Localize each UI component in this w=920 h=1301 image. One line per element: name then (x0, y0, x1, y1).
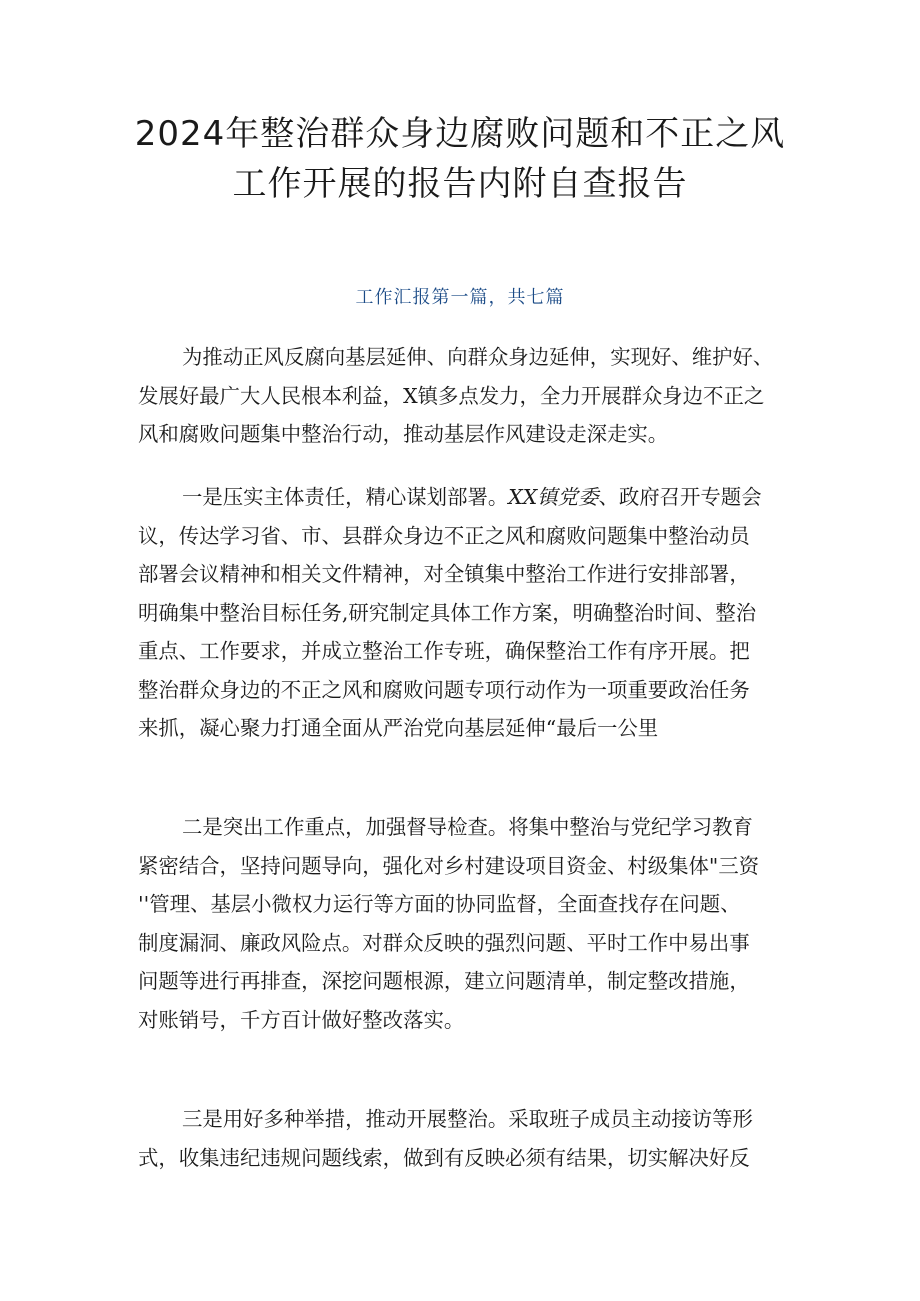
paragraph-point-1 (138, 478, 806, 748)
paragraph-line (138, 478, 806, 517)
paragraph-line: 问题等进行再排查，深挖问题根源，建立问题清单，制定整改措施， (138, 969, 750, 993)
paragraph-line: 对账销号，千方百计做好整改落实。 (138, 1007, 465, 1032)
document-subtitle: 工作汇报第一篇，共七篇 (355, 287, 565, 308)
paragraph-line: 二是突出工作重点，加强督导检查。将集中整治与党纪学习教育 (182, 815, 753, 839)
paragraph-point-3 (138, 1100, 806, 1177)
paragraph-line: 式，收集违纪违规问题线索，做到有反映必须有结果，切实解决好反 (138, 1145, 750, 1170)
paragraph-line: 紧密结合，坚持问题导向，强化对乡村建设项目资金、村级集体"三资 (138, 853, 760, 878)
paragraph-line: 风和腐败问题集中整治行动，推动基层作风建设走深走实。 (138, 422, 669, 446)
paragraph-line: 重点、工作要求，并成立整治工作专班，确保整治工作有序开展。把 (138, 639, 750, 663)
paragraph-line: 部署会议精神和相关文件精神，对全镇集中整治工作进行安排部署， (138, 562, 750, 586)
line-remainder: 、政府召开专题会 (598, 485, 762, 509)
document-title-line-1: 2024年整治群众身边腐败问题和不正之风 (134, 114, 786, 154)
paragraph-line: 三是用好多种举措，推动开展整治。采取班子成员主动接访等形 (182, 1107, 753, 1131)
paragraph-line: ''管理、基层小微权力运行等方面的协同监督，全面查找存在问题、 (138, 892, 741, 916)
paragraph-line: 议，传达学习省、市、县群众身边不正之风和腐败问题集中整治动员 (138, 523, 750, 548)
paragraph-line: 为推动正风反腐向基层延伸、向群众身边延伸，实现好、维护好、 (182, 345, 774, 369)
document-title-line-2: 工作开展的报告内附自查报告 (232, 164, 688, 204)
paragraph-line: 发展好最广大人民根本利益，X镇多点发力，全力开展群众身边不正之 (138, 383, 765, 408)
paragraph-line: 制度漏洞、廉政风险点。对群众反映的强烈问题、平时工作中易出事 (138, 930, 750, 955)
paragraph-line: 整治群众身边的不正之风和腐败问题专项行动作为一项重要政治任务 (138, 677, 750, 702)
paragraph-point-2 (138, 808, 806, 1039)
italic-org-name: XX镇党委 (508, 485, 599, 509)
paragraph-line: 来抓，凝心聚力打通全面从严治党向基层延伸“最后一公里 (138, 716, 659, 740)
point-heading: 一是压实主体责任，精心谋划部署。 (182, 485, 509, 509)
paragraph-intro (138, 338, 806, 454)
paragraph-line: 明确集中整治目标任务,研究制定具体工作方案，明确整治时间、整治 (138, 600, 757, 625)
